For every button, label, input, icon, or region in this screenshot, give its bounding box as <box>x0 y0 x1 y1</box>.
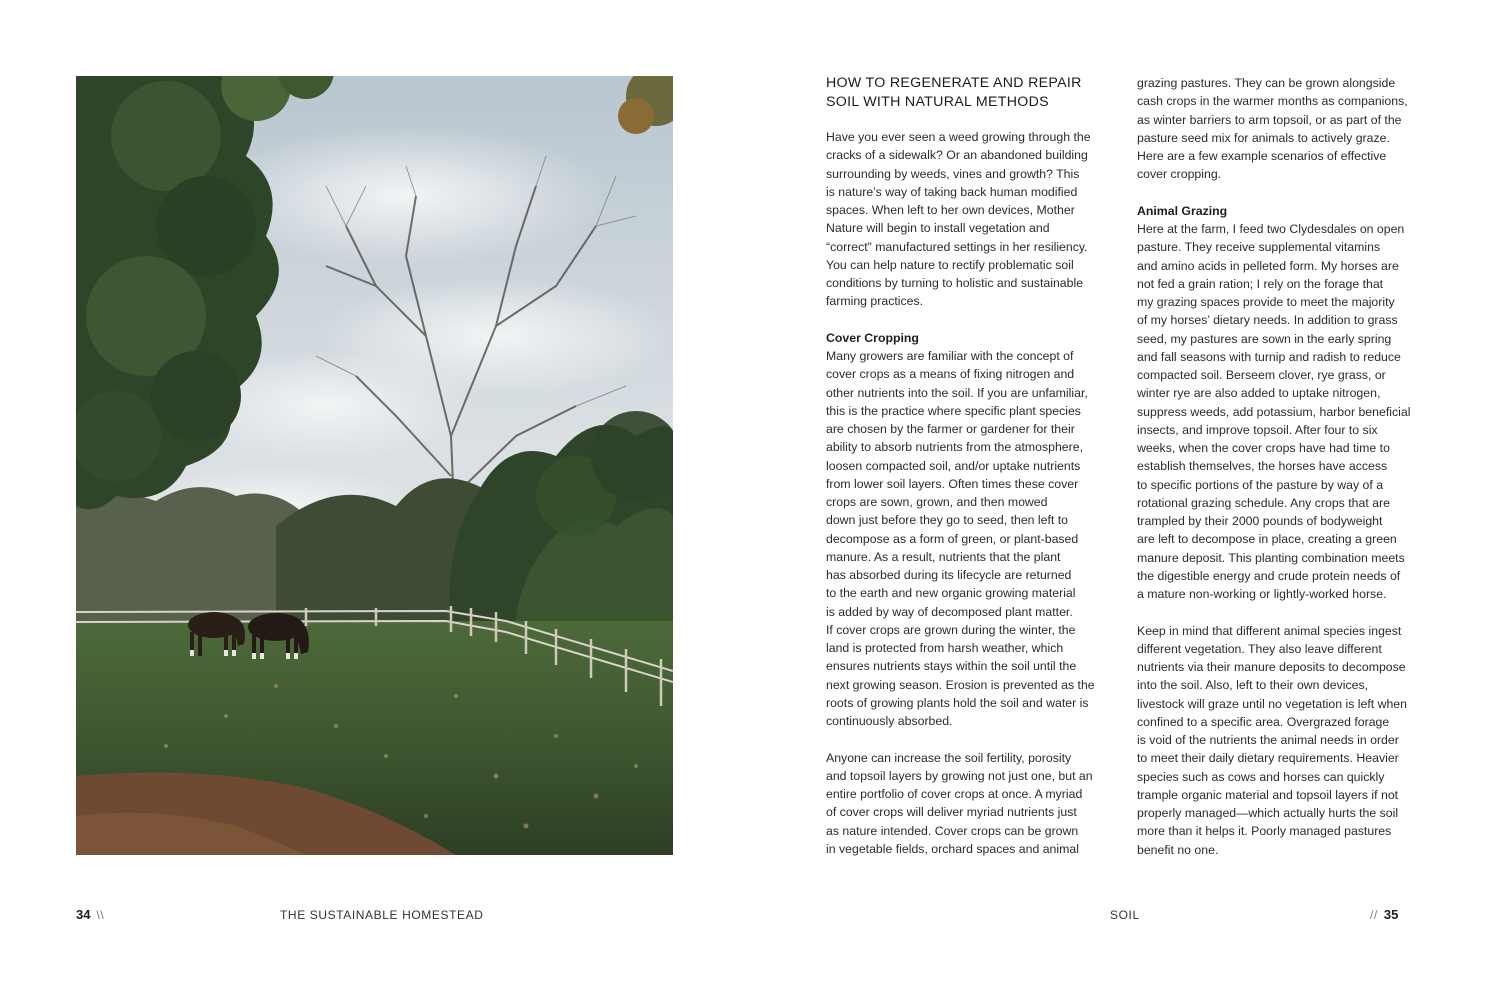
text-line: species such as cows and horses can quickly <box>1137 769 1385 784</box>
text-line: trampled by their 2000 pounds of bodyweight <box>1137 514 1383 528</box>
text-line: not fed a grain ration; I rely on the forage that <box>1137 276 1384 291</box>
text-line: surrounding by weeds, vines and growth? This <box>826 166 1080 181</box>
text-line: to specific portions of the pasture by way of a <box>1137 477 1384 492</box>
heading-line: HOW TO REGENERATE AND REPAIR <box>826 75 1082 91</box>
text-line: down just before they go to seed, then left to <box>826 513 1068 528</box>
text-line: compacted soil. Berseem clover, rye grass, or <box>1137 368 1386 382</box>
text-line: Here are a few example scenarios of effective <box>1137 149 1387 163</box>
text-line: are left to decompose in place, creating a green <box>1137 532 1397 547</box>
text-line: manure. As a result, nutrients that the plant <box>826 549 1061 564</box>
text-line: more than it helps it. Poorly managed pastures <box>1137 824 1392 839</box>
text-line: is void of the nutrients the animal needs in order <box>1137 733 1399 747</box>
text-line: are chosen by the farmer or gardener for their <box>826 422 1075 436</box>
text-line: manure deposit. This planting combination meets <box>1137 550 1405 565</box>
text-line: decompose as a form of green, or plant-based <box>826 531 1079 546</box>
text-line: as nature intended. Cover crops can be grown <box>826 823 1079 838</box>
text-line: of my horses’ dietary needs. In addition to grass <box>1137 313 1398 328</box>
text-column-right <box>1137 74 1427 877</box>
text-line: of cover crops will deliver myriad nutrients just <box>826 805 1077 820</box>
text-line: ability to absorb nutrients from the atmosphere, <box>826 440 1083 455</box>
cover-cropping-paragraph <box>826 347 1116 730</box>
text-line: livestock will graze until no vegetation is left when <box>1137 696 1407 711</box>
right-running-head: SOIL <box>1110 908 1140 922</box>
text-line: to meet their daily dietary requirements. Heavier <box>1137 751 1399 766</box>
species-paragraph <box>1137 622 1427 859</box>
text-line: conditions by turning to holistic and sustainable <box>826 276 1084 290</box>
text-line: You can help nature to rectify problematic soil <box>826 257 1074 272</box>
text-line: establish themselves, the horses have access <box>1137 459 1388 474</box>
text-line: cover crops as a means of fixing nitrogen and <box>826 367 1075 382</box>
text-line: spaces. When left to her own devices, Mother <box>826 203 1075 217</box>
text-line: suppress weeds, add potassium, harbor beneficial <box>1137 404 1411 419</box>
text-line: Here at the farm, I feed two Clydesdales on open <box>1137 222 1405 236</box>
text-line: different vegetation. They also leave different <box>1137 641 1382 656</box>
text-line: pasture. They receive supplemental vitamins <box>1137 240 1381 255</box>
text-line: my grazing spaces provide to meet the majority <box>1137 295 1395 309</box>
text-line: next growing season. Erosion is prevented as the <box>826 677 1095 692</box>
text-line: benefit no one. <box>1137 842 1219 857</box>
left-folio-separator: \\ <box>96 908 105 922</box>
text-line: Have you ever seen a weed growing through the <box>826 130 1091 144</box>
heading-line: SOIL WITH NATURAL METHODS <box>826 93 1049 110</box>
text-line: cracks of a sidewalk? Or an abandoned building <box>826 148 1088 163</box>
text-line: and amino acids in pelleted form. My horses are <box>1137 258 1399 273</box>
right-folio <box>1364 907 1398 923</box>
text-line: into the soil. Also, left to their own devices, <box>1137 678 1369 693</box>
text-line: from lower soil layers. Often times these cover <box>826 476 1079 491</box>
text-line: trample organic material and topsoil layers if not <box>1137 787 1399 802</box>
text-line: “correct” manufactured settings in her resiliency. <box>826 239 1088 254</box>
text-line: cash crops in the warmer months as companions, <box>1137 94 1408 109</box>
text-line: continuously absorbed. <box>826 714 953 728</box>
text-line: land is protected from harsh weather, which <box>826 641 1064 655</box>
text-line: nutrients via their manure deposits to decompose <box>1137 660 1406 674</box>
fertility-paragraph <box>826 749 1116 859</box>
section-heading <box>826 74 1116 111</box>
text-line: crops are sown, grown, and then mowed <box>826 495 1048 509</box>
text-line: the digestible energy and crude protein needs of <box>1137 568 1401 583</box>
text-line: ensures nutrients stays within the soil until the <box>826 659 1077 674</box>
left-page-number: 34 <box>76 907 91 922</box>
text-line: other nutrients into the soil. If you are unfamiliar, <box>826 385 1088 400</box>
text-line: Anyone can increase the soil fertility, porosity <box>826 750 1072 765</box>
text-line: to the earth and new organic growing material <box>826 586 1076 601</box>
text-line: and fall seasons with turnip and radish to reduce <box>1137 349 1401 364</box>
text-line: winter rye are also added to uptake nitrogen, <box>1137 386 1381 401</box>
text-line: has absorbed during its lifecycle are returned <box>826 568 1072 582</box>
text-line: farming practices. <box>826 294 924 309</box>
continuation-paragraph <box>1137 74 1427 184</box>
text-line: loosen compacted soil, and/or uptake nutrients <box>826 458 1081 473</box>
text-line: is nature’s way of taking back human modified <box>826 184 1078 199</box>
text-line: If cover crops are grown during the winter, the <box>826 622 1076 637</box>
intro-paragraph <box>826 128 1116 311</box>
text-line: cover cropping. <box>1137 167 1222 182</box>
text-line: seed, my pastures are sown in the early spring <box>1137 331 1392 346</box>
text-line: roots of growing plants hold the soil and water is <box>826 695 1089 710</box>
photo-illustration <box>76 76 673 855</box>
text-line: is added by way of decomposed plant matter. <box>826 604 1073 619</box>
text-line: Many growers are familiar with the concept of <box>826 349 1074 363</box>
text-line: Nature will begin to install vegetation and <box>826 221 1050 236</box>
text-line: this is the practice where specific plant species <box>826 403 1081 418</box>
text-line: confined to a specific area. Overgrazed forage <box>1137 714 1390 729</box>
text-line: pasture seed mix for animals to actively graze. <box>1137 130 1390 145</box>
text-line: Keep in mind that different animal species ingest <box>1137 623 1402 638</box>
text-line: grazing pastures. They can be grown alongside <box>1137 76 1396 90</box>
text-column-left <box>826 74 1116 876</box>
text-line: and topsoil layers by growing not just one, but an <box>826 768 1093 783</box>
text-line: entire portfolio of cover crops at once. A myriad <box>826 787 1083 801</box>
left-folio <box>76 907 110 923</box>
text-line: a mature non-working or lightly-worked horse. <box>1137 587 1387 601</box>
cover-cropping-heading: Cover Cropping <box>826 330 919 345</box>
text-line: rotational grazing schedule. Any crops that are <box>1137 495 1390 510</box>
animal-grazing-paragraph <box>1137 220 1427 603</box>
text-line: properly managed—which actually hurts the soil <box>1137 806 1399 820</box>
pasture-horses-photo <box>76 76 673 855</box>
text-line: in vegetable fields, orchard spaces and animal <box>826 841 1079 856</box>
animal-grazing-heading: Animal Grazing <box>1137 203 1228 218</box>
text-line: as winter barriers to arm topsoil, or as part of the <box>1137 112 1402 127</box>
left-running-head: THE SUSTAINABLE HOMESTEAD <box>280 908 484 922</box>
right-folio-separator: // <box>1370 908 1378 922</box>
right-page-number: 35 <box>1383 907 1399 922</box>
text-line: insects, and improve topsoil. After four to six <box>1137 422 1378 437</box>
text-line: weeks, when the cover crops have had time to <box>1137 441 1390 455</box>
